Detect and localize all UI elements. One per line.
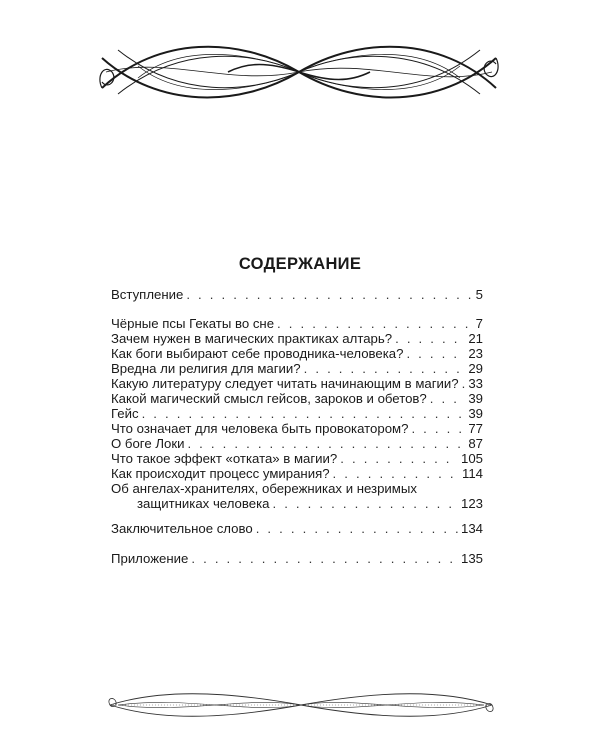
toc-entry — [111, 520, 483, 537]
toc-entry-title: Об ангелах-хранителях, обережниках и незримых — [111, 481, 417, 496]
toc-entry-title: Что такое эффект «отката» в магии? — [111, 451, 338, 466]
toc-entry-page: 123 — [460, 496, 483, 511]
toc-entry-page: 29 — [468, 361, 483, 376]
toc-entry — [111, 550, 483, 567]
toc-entry-title: Гейс — [111, 406, 139, 421]
toc-entry-title: О боге Локи — [111, 436, 185, 451]
toc-entry-title-continued: защитниках человека — [137, 496, 270, 511]
toc-entry-page: 33 — [468, 376, 483, 391]
toc-entry-page: 23 — [468, 346, 483, 361]
toc-entry-title: Вредна ли религия для магии? — [111, 361, 301, 376]
toc-entry-page: 87 — [468, 436, 483, 451]
toc-entry-title: Как происходит процесс умирания? — [111, 466, 330, 481]
toc-entry-title: Что означает для человека быть провокатором? — [111, 421, 409, 436]
toc-entry-page: 39 — [468, 391, 483, 406]
toc-entry-title: Чёрные псы Гекаты во сне — [111, 316, 275, 331]
toc-entry-page: 135 — [460, 551, 483, 566]
leader-dots — [256, 520, 458, 537]
toc-entry-page: 5 — [475, 287, 483, 302]
leader-dots — [191, 550, 458, 567]
leader-dots — [186, 286, 472, 303]
top-flourish-ornament — [98, 28, 500, 110]
toc-entry-page: 105 — [460, 451, 483, 466]
toc-entry-page: 114 — [461, 466, 483, 481]
toc-entry-title: Вступление — [111, 287, 184, 302]
toc-entry — [137, 495, 483, 512]
toc-entry-title: Как боги выбирают себе проводника-человека? — [111, 346, 404, 361]
toc-entry-title: Какой магический смысл гейсов, зароков и обетов? — [111, 391, 427, 406]
toc-entry-title: Заключительное слово — [111, 521, 253, 536]
leader-dots — [272, 495, 458, 512]
toc-entry — [111, 286, 483, 303]
toc-heading: СОДЕРЖАНИЕ — [238, 255, 362, 273]
toc-entry-page: 7 — [475, 316, 483, 331]
toc-entry-page: 21 — [468, 331, 483, 346]
toc-entry-title: Зачем нужен в магических практиках алтарь? — [111, 331, 393, 346]
toc-entry-page: 77 — [468, 421, 483, 436]
bottom-flourish-ornament — [108, 688, 494, 722]
toc-entry-page: 134 — [460, 521, 483, 536]
toc-entry-page: 39 — [468, 406, 483, 421]
toc-entry-title: Какую литературу следует читать начинающим в магии? — [111, 376, 459, 391]
toc-entry-title: Приложение — [111, 551, 189, 566]
